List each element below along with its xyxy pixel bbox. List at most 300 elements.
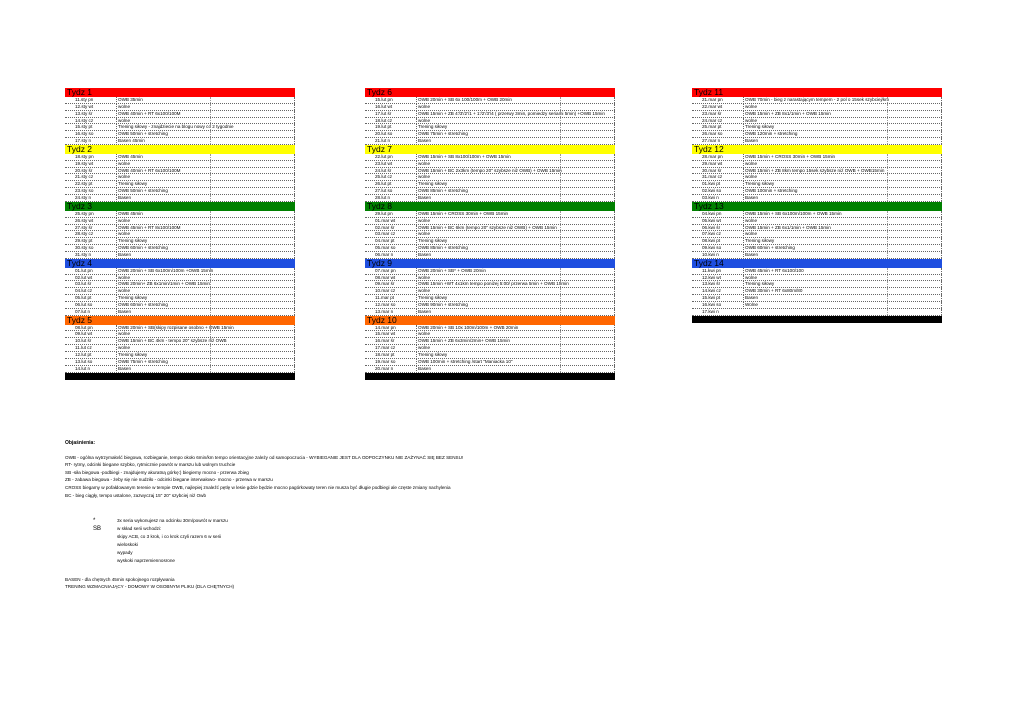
week-header bbox=[365, 202, 615, 211]
row-workout: Trening siłowy bbox=[416, 352, 615, 359]
row-date: 17.lut śr bbox=[375, 110, 392, 116]
row-date: 05.mar so bbox=[375, 245, 396, 251]
row-date: 30.mar śr bbox=[702, 167, 722, 173]
week-title: Tydz 7 bbox=[367, 143, 393, 154]
grid-divider bbox=[560, 345, 561, 351]
grid-divider bbox=[614, 288, 615, 294]
grid-divider bbox=[210, 331, 211, 337]
grid-divider bbox=[941, 268, 942, 274]
grid-divider bbox=[614, 281, 615, 287]
row-workout: OWB 90min + stretching bbox=[416, 302, 615, 309]
grid-divider bbox=[887, 161, 888, 167]
row-workout: wolne bbox=[743, 118, 942, 125]
grid-divider bbox=[294, 225, 295, 231]
row-date: 19.lut pt bbox=[375, 124, 392, 130]
row-workout: OWB 70min - bieg z narastającym tempem - 2 pol o 15sek szybciej/km bbox=[743, 97, 942, 104]
row-workout: OWB 30min + RT 6x80m/80 bbox=[743, 288, 942, 295]
grid-divider bbox=[294, 252, 295, 258]
schedule-row bbox=[692, 231, 942, 238]
row-date: 14.mar pn bbox=[375, 324, 396, 330]
week-header bbox=[365, 145, 615, 154]
row-date: 13.mar n bbox=[375, 308, 394, 314]
schedule-row bbox=[65, 218, 295, 225]
row-date: 03.lut śr bbox=[75, 281, 92, 287]
grid-divider bbox=[614, 154, 615, 160]
row-date: 11.mar pt bbox=[375, 295, 395, 301]
row-workout: OWB 60min + stretching bbox=[116, 245, 295, 252]
row-workout: Basen bbox=[416, 252, 615, 259]
grid-divider bbox=[294, 218, 295, 224]
row-date: 29.sty pt bbox=[75, 238, 93, 244]
grid-divider bbox=[941, 181, 942, 187]
row-date: 01.kwi pt bbox=[702, 181, 721, 187]
grid-divider bbox=[941, 288, 942, 294]
row-workout: Basen bbox=[416, 366, 615, 373]
grid-divider bbox=[614, 325, 615, 331]
week-block bbox=[365, 316, 615, 373]
schedule-row bbox=[65, 309, 295, 316]
row-date: 19.mar so bbox=[375, 358, 396, 364]
schedule-row bbox=[365, 352, 615, 359]
grid-divider bbox=[614, 302, 615, 308]
row-date: 12.mar so bbox=[375, 301, 396, 307]
schedule-row bbox=[692, 138, 942, 145]
grid-divider bbox=[294, 366, 295, 372]
schedule-row bbox=[692, 118, 942, 125]
grid-divider bbox=[887, 124, 888, 130]
schedule-row bbox=[65, 138, 295, 145]
row-date: 31.sty n bbox=[75, 251, 92, 257]
row-date: 04.kwi pn bbox=[702, 210, 722, 216]
grid-divider bbox=[294, 268, 295, 274]
row-date: 02.lut wt bbox=[75, 274, 93, 280]
schedule-column-1 bbox=[65, 88, 295, 380]
row-workout: Basen bbox=[116, 195, 295, 202]
row-date: 12.kwi wt bbox=[702, 274, 721, 280]
grid-divider bbox=[887, 104, 888, 110]
row-workout: wolne bbox=[116, 104, 295, 111]
grid-divider bbox=[941, 218, 942, 224]
grid-divider bbox=[210, 168, 211, 174]
grid-divider bbox=[294, 188, 295, 194]
row-workout: OWB 50min + stretching bbox=[116, 188, 295, 195]
schedule-row bbox=[65, 275, 295, 282]
grid-divider bbox=[560, 181, 561, 187]
row-workout: OWB 20min + SB 6x 100/100m + OWB 20min bbox=[416, 97, 615, 104]
schedule-row bbox=[692, 252, 942, 259]
row-workout: wolne bbox=[116, 331, 295, 338]
schedule-row bbox=[65, 118, 295, 125]
grid-divider bbox=[560, 245, 561, 251]
grid-divider bbox=[210, 174, 211, 180]
grid-divider bbox=[294, 195, 295, 201]
schedule-row bbox=[65, 174, 295, 181]
row-workout: wolne bbox=[416, 218, 615, 225]
sb-line: w skład serii wchodzi: bbox=[117, 526, 162, 531]
grid-divider bbox=[614, 104, 615, 110]
row-workout: wolne bbox=[743, 161, 942, 168]
week-block bbox=[65, 316, 295, 373]
grid-divider bbox=[614, 168, 615, 174]
schedule-row bbox=[365, 218, 615, 225]
row-date: 06.mar n bbox=[375, 251, 394, 257]
row-workout: Basen bbox=[743, 252, 942, 259]
schedule-row bbox=[692, 218, 942, 225]
row-date: 22.mar wt bbox=[702, 103, 723, 109]
row-workout: Basen bbox=[416, 309, 615, 316]
schedule-row bbox=[365, 245, 615, 252]
schedule-row bbox=[365, 325, 615, 332]
row-date: 15.mar wt bbox=[375, 331, 396, 337]
schedule-row bbox=[692, 104, 942, 111]
row-workout: OWB 85min + stretching bbox=[416, 188, 615, 195]
row-workout: OWB 20min + SB 10x 100m/100m + OWB 20min bbox=[416, 325, 615, 332]
grid-divider bbox=[614, 211, 615, 217]
schedule-row bbox=[65, 238, 295, 245]
week-title: Tydz 10 bbox=[367, 314, 397, 325]
schedule-row bbox=[692, 238, 942, 245]
row-date: 02.kwi so bbox=[702, 188, 722, 194]
grid-divider bbox=[614, 138, 615, 144]
grid-divider bbox=[560, 225, 561, 231]
schedule-row bbox=[365, 97, 615, 104]
grid-divider bbox=[294, 104, 295, 110]
grid-divider bbox=[210, 138, 211, 144]
schedule-row bbox=[65, 161, 295, 168]
row-workout: wolne bbox=[416, 118, 615, 125]
row-date: 26.mar so bbox=[702, 131, 723, 137]
grid-divider bbox=[941, 97, 942, 103]
row-workout: wolne bbox=[116, 174, 295, 181]
grid-divider bbox=[887, 154, 888, 160]
grid-divider bbox=[614, 161, 615, 167]
schedule-row bbox=[65, 352, 295, 359]
row-date: 13.kwi śr bbox=[702, 281, 721, 287]
week-block bbox=[65, 88, 295, 145]
grid-divider bbox=[941, 118, 942, 124]
grid-divider bbox=[887, 174, 888, 180]
grid-divider bbox=[210, 154, 211, 160]
row-date: 21.sty cz bbox=[75, 174, 94, 180]
row-date: 14.kwi cz bbox=[702, 288, 721, 294]
grid-divider bbox=[614, 124, 615, 130]
schedule-row bbox=[365, 211, 615, 218]
grid-divider bbox=[210, 231, 211, 237]
sb-line: wyskoki naprzemiennosrone bbox=[117, 558, 175, 563]
grid-divider bbox=[294, 154, 295, 160]
week-header bbox=[365, 259, 615, 268]
row-workout: OWB 15min + CROSS 30min + OWB 15min bbox=[743, 154, 942, 161]
grid-divider bbox=[210, 211, 211, 217]
row-workout: OWB 15min +WT 4x1km tempo poniżej 5:00/ przerwa 5min + OWB 15min bbox=[416, 281, 615, 288]
row-date: 16.sty so bbox=[75, 131, 94, 137]
grid-divider bbox=[210, 359, 211, 365]
grid-divider bbox=[614, 231, 615, 237]
grid-divider bbox=[560, 309, 561, 315]
schedule-row bbox=[365, 188, 615, 195]
row-workout: wolne bbox=[416, 231, 615, 238]
schedule-row bbox=[65, 231, 295, 238]
legend-line: BC - bieg ciągły, tempo ustalone, zazwyczaj 15'' 20'' szybciej niż Owb bbox=[65, 492, 207, 498]
grid-divider bbox=[560, 188, 561, 194]
row-workout: wolne bbox=[416, 288, 615, 295]
grid-divider bbox=[560, 288, 561, 294]
grid-divider bbox=[294, 238, 295, 244]
schedule-row bbox=[65, 268, 295, 275]
grid-divider bbox=[210, 225, 211, 231]
row-workout: OWB 60min + stretching bbox=[743, 245, 942, 252]
row-workout: Basen bbox=[116, 252, 295, 259]
grid-divider bbox=[294, 325, 295, 331]
schedule-row bbox=[692, 302, 942, 309]
schedule-row bbox=[65, 325, 295, 332]
schedule-row bbox=[692, 225, 942, 232]
schedule-row bbox=[365, 309, 615, 316]
grid-divider bbox=[560, 252, 561, 258]
row-date: 16.mar śr bbox=[375, 338, 395, 344]
week-title: Tydz 8 bbox=[367, 200, 393, 211]
schedule-column-2 bbox=[365, 88, 615, 380]
row-date: 27.mar n bbox=[702, 138, 721, 144]
grid-divider bbox=[560, 161, 561, 167]
row-date: 01.mar wt bbox=[375, 217, 396, 223]
grid-divider bbox=[560, 195, 561, 201]
schedule-row bbox=[65, 111, 295, 118]
grid-divider bbox=[887, 309, 888, 315]
grid-divider bbox=[941, 225, 942, 231]
row-date: 17.sty n bbox=[75, 138, 92, 144]
grid-divider bbox=[887, 288, 888, 294]
week-block bbox=[65, 202, 295, 259]
schedule-row bbox=[365, 359, 615, 366]
schedule-row bbox=[65, 195, 295, 202]
row-date: 15.kwi pt bbox=[702, 295, 721, 301]
row-date: 21.mar pn bbox=[702, 97, 723, 102]
schedule-row bbox=[692, 97, 942, 104]
row-date: 25.sty pn bbox=[75, 210, 94, 216]
schedule-row bbox=[692, 188, 942, 195]
grid-divider bbox=[941, 245, 942, 251]
schedule-row bbox=[692, 168, 942, 175]
schedule-row bbox=[365, 331, 615, 338]
row-date: 17.kwi n bbox=[702, 308, 719, 314]
schedule-row bbox=[692, 131, 942, 138]
row-workout: Basen bbox=[416, 138, 615, 145]
row-workout: OWB 75min + stretching bbox=[116, 359, 295, 366]
row-date: 09.mar śr bbox=[375, 281, 395, 287]
grid-divider bbox=[887, 181, 888, 187]
row-workout: OWB 40min + RT 6x100/100M bbox=[116, 111, 295, 118]
row-date: 28.lut n bbox=[375, 194, 391, 200]
legend-line: RT- rytmy, odcinki biegane szybko, rytmicznie powrót w marszu lub wolnym truchcie bbox=[65, 462, 236, 468]
row-workout: OWB 15min + BC 2x3km (tempo 20'' szybsze niż OWB) + OWB 15min bbox=[416, 168, 615, 175]
row-workout: OWB 15min + ZB 8km tempo 15sek szybsze niż OWB + OWB15min bbox=[743, 168, 942, 175]
row-date: 18.lut cz bbox=[375, 117, 393, 123]
grid-divider bbox=[294, 275, 295, 281]
row-workout: OWB 20min + SB(skipy rozpisane osobno + OWB 15min bbox=[116, 325, 295, 332]
grid-divider bbox=[210, 325, 211, 331]
grid-divider bbox=[560, 97, 561, 103]
grid-divider bbox=[210, 366, 211, 372]
row-date: 13.lut so bbox=[75, 358, 93, 364]
grid-divider bbox=[887, 111, 888, 117]
grid-divider bbox=[294, 359, 295, 365]
row-date: 20.lut so bbox=[375, 131, 393, 137]
row-date: 26.sty wt bbox=[75, 217, 94, 223]
schedule-row bbox=[365, 118, 615, 125]
grid-divider bbox=[210, 104, 211, 110]
schedule-row bbox=[365, 154, 615, 161]
schedule-row bbox=[692, 195, 942, 202]
grid-divider bbox=[887, 245, 888, 251]
grid-divider bbox=[210, 131, 211, 137]
row-workout: OWB 15min + SB 8x100/100m + OWB 15min bbox=[416, 154, 615, 161]
schedule-row bbox=[365, 366, 615, 373]
grid-divider bbox=[294, 288, 295, 294]
row-workout: Basen 45min bbox=[116, 138, 295, 145]
row-date: 23.lut wt bbox=[375, 160, 393, 166]
grid-divider bbox=[887, 281, 888, 287]
row-date: 18.sty pn bbox=[75, 153, 94, 159]
week-title: Tydz 12 bbox=[694, 143, 724, 154]
grid-divider bbox=[560, 154, 561, 160]
row-date: 25.mar pt bbox=[702, 124, 722, 130]
row-workout: wolne bbox=[116, 275, 295, 282]
schedule-row bbox=[365, 104, 615, 111]
row-workout: OWB 20min + SB 6x100m/100m +OWB 15min bbox=[116, 268, 295, 275]
row-date: 06.lut so bbox=[75, 301, 93, 307]
row-date: 28.mar pn bbox=[702, 153, 723, 159]
week-header bbox=[65, 88, 295, 97]
row-workout: Trening siłowy bbox=[743, 281, 942, 288]
week-header bbox=[692, 145, 942, 154]
grid-divider bbox=[614, 331, 615, 337]
schedule-row bbox=[365, 131, 615, 138]
grid-divider bbox=[294, 138, 295, 144]
schedule-row bbox=[692, 288, 942, 295]
grid-divider bbox=[560, 174, 561, 180]
grid-divider bbox=[887, 195, 888, 201]
grid-divider bbox=[294, 338, 295, 344]
week-header bbox=[365, 88, 615, 97]
legend bbox=[65, 440, 463, 499]
row-date: 11.kwi pn bbox=[702, 267, 722, 273]
schedule-row bbox=[65, 104, 295, 111]
week-title: Tydz 14 bbox=[694, 257, 724, 268]
row-date: 05.kwi wt bbox=[702, 217, 721, 223]
schedule-row bbox=[365, 302, 615, 309]
schedule-row bbox=[365, 225, 615, 232]
row-workout: Trening siłowy bbox=[743, 181, 942, 188]
grid-divider bbox=[210, 218, 211, 224]
grid-divider bbox=[294, 161, 295, 167]
schedule-row bbox=[65, 366, 295, 373]
grid-divider bbox=[210, 275, 211, 281]
row-workout: OWB 15min + BC 6km (tempo 20'' szybsze niż OWB) + OWB 15min bbox=[416, 225, 615, 232]
legend-line: CROSS biegamy w pofałdowanym terenie w tempie OWB, najlepiej znaleźć pętlę w lesie gdzie będzie mocno pagórkowaty teren nie musza być długie podbiegi ale częste zmiany nachylenia bbox=[65, 484, 451, 490]
grid-divider bbox=[294, 111, 295, 117]
grid-divider bbox=[941, 174, 942, 180]
row-workout: Trening siłowy bbox=[116, 238, 295, 245]
row-workout: wolne bbox=[743, 231, 942, 238]
grid-divider bbox=[210, 252, 211, 258]
grid-divider bbox=[294, 302, 295, 308]
grid-divider bbox=[941, 302, 942, 308]
grid-divider bbox=[294, 295, 295, 301]
grid-divider bbox=[294, 124, 295, 130]
row-workout: OWB 45min bbox=[116, 211, 295, 218]
grid-divider bbox=[614, 225, 615, 231]
row-date: 25.lut cz bbox=[375, 174, 393, 180]
grid-divider bbox=[614, 174, 615, 180]
week-block bbox=[365, 259, 615, 316]
sb-line: 3x seria wykonujesz na odcinku 30m/powrót w marszu bbox=[117, 518, 228, 523]
row-workout: OWB 45min bbox=[116, 154, 295, 161]
schedule-row bbox=[692, 181, 942, 188]
row-date: 21.lut n bbox=[375, 138, 391, 144]
grid-divider bbox=[941, 161, 942, 167]
grid-divider bbox=[210, 97, 211, 103]
grid-divider bbox=[614, 238, 615, 244]
week-title: Tydz 11 bbox=[694, 87, 724, 97]
grid-divider bbox=[887, 231, 888, 237]
row-date: 24.sty n bbox=[75, 194, 92, 200]
schedule-row bbox=[365, 281, 615, 288]
footer-notes bbox=[65, 577, 234, 590]
row-workout: Trening siłowy bbox=[416, 181, 615, 188]
row-date: 24.mar cz bbox=[702, 117, 723, 123]
column-end-bar bbox=[65, 373, 295, 380]
row-date: 09.kwi so bbox=[702, 245, 722, 251]
grid-divider bbox=[294, 231, 295, 237]
row-date: 07.lut n bbox=[75, 308, 91, 314]
week-title: Tydz 13 bbox=[694, 200, 724, 211]
week-title: Tydz 9 bbox=[367, 257, 393, 268]
grid-divider bbox=[887, 225, 888, 231]
week-header bbox=[65, 202, 295, 211]
schedule-row bbox=[65, 345, 295, 352]
row-workout: wolne bbox=[416, 104, 615, 111]
schedule-row bbox=[692, 154, 942, 161]
grid-divider bbox=[614, 97, 615, 103]
row-workout: OWB 45min + RT 8x100/100M bbox=[116, 225, 295, 232]
week-title: Tydz 3 bbox=[67, 200, 93, 211]
grid-divider bbox=[614, 275, 615, 281]
row-workout: OWB 15min + BC 4km - tempo 20'' szybsze niż OWB bbox=[116, 338, 295, 345]
week-block bbox=[692, 145, 942, 202]
week-block bbox=[65, 259, 295, 316]
schedule-row bbox=[365, 168, 615, 175]
grid-divider bbox=[614, 295, 615, 301]
row-date: 02.mar śr bbox=[375, 224, 395, 230]
grid-divider bbox=[614, 359, 615, 365]
grid-divider bbox=[560, 104, 561, 110]
schedule-row bbox=[65, 252, 295, 259]
schedule-row bbox=[365, 195, 615, 202]
sb-line: wypady bbox=[117, 550, 133, 555]
row-date: 10.kwi n bbox=[702, 251, 719, 257]
grid-divider bbox=[614, 188, 615, 194]
row-workout: wolne bbox=[743, 104, 942, 111]
grid-divider bbox=[614, 118, 615, 124]
schedule-row bbox=[365, 174, 615, 181]
schedule-row bbox=[692, 111, 942, 118]
row-workout: OWB 100min + stretching bbox=[743, 188, 942, 195]
grid-divider bbox=[941, 295, 942, 301]
schedule-row bbox=[692, 124, 942, 131]
row-date: 04.lut cz bbox=[75, 288, 93, 294]
row-workout: OWB 20min + SB* + OWB 20min bbox=[416, 268, 615, 275]
